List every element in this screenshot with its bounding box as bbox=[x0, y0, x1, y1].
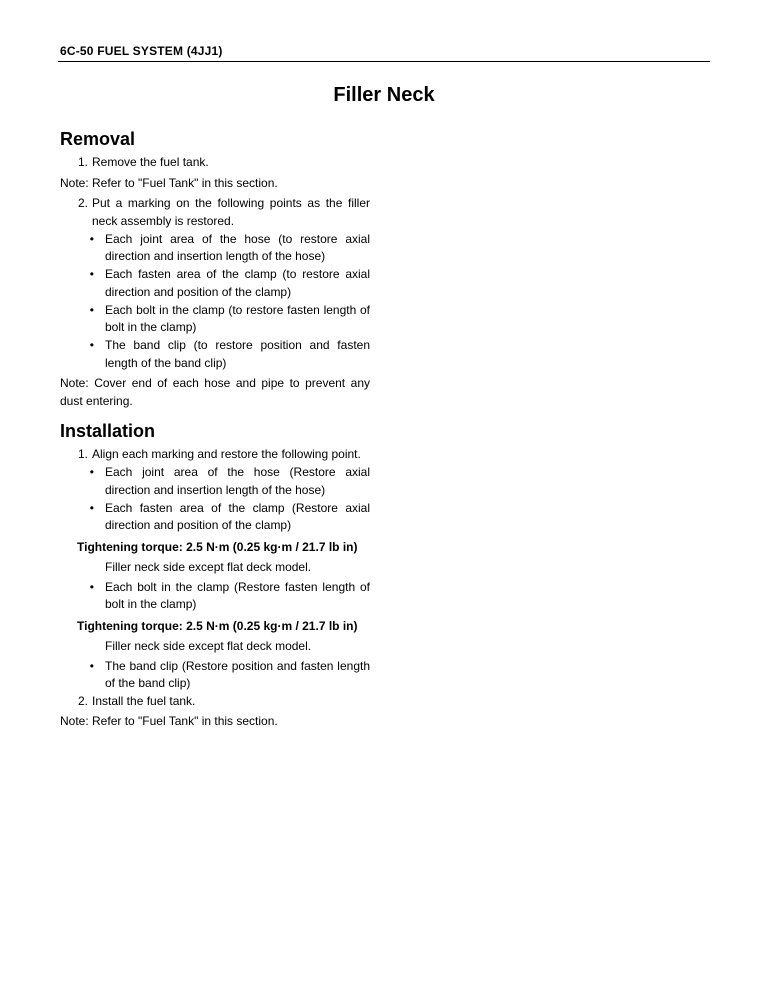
installation-step-2 bbox=[60, 693, 370, 711]
torque-condition: Filler neck side except flat deck model. bbox=[105, 639, 312, 653]
removal-step-2 bbox=[60, 195, 370, 230]
list-item bbox=[60, 231, 370, 266]
tightening-torque: Tightening torque: 2.5 N·m (0.25 kg·m / 21.7 lb in) bbox=[77, 539, 358, 554]
removal-steps bbox=[60, 154, 370, 172]
page-header: 6C-50 FUEL SYSTEM (4JJ1) bbox=[60, 44, 223, 58]
bullet-text: Each joint area of the hose (to restore axial direction and insertion length of the hose) bbox=[105, 231, 370, 263]
list-item bbox=[60, 302, 370, 337]
installation-bullets-b bbox=[60, 579, 370, 614]
removal-note-2: Note: Cover end of each hose and pipe to prevent any dust entering. bbox=[60, 376, 370, 408]
removal-note-1: Note: Refer to "Fuel Tank" in this section. bbox=[60, 175, 278, 190]
installation-steps bbox=[60, 446, 370, 464]
bullet-icon: • bbox=[89, 465, 94, 479]
list-item bbox=[60, 658, 370, 693]
bullet-text: Each bolt in the clamp (to restore fasten length of bolt in the clamp) bbox=[105, 302, 370, 334]
bullet-icon: • bbox=[89, 267, 94, 281]
tightening-torque: Tightening torque: 2.5 N·m (0.25 kg·m / 21.7 lb in) bbox=[77, 618, 358, 633]
step-text: Align each marking and restore the following point. bbox=[92, 447, 361, 461]
bullet-text: Each fasten area of the clamp (Restore axial direction and position of the clamp) bbox=[105, 500, 370, 532]
removal-step-1 bbox=[60, 154, 370, 172]
bullet-text: Each fasten area of the clamp (to restore axial direction and position of the clamp) bbox=[105, 267, 370, 299]
step-text: Put a marking on the following points as the filler neck assembly is restored. bbox=[92, 196, 370, 228]
list-item bbox=[60, 266, 370, 301]
list-item bbox=[60, 500, 370, 535]
step-text: Install the fuel tank. bbox=[92, 693, 196, 708]
removal-steps-cont bbox=[60, 195, 370, 230]
bullet-text: Each bolt in the clamp (Restore fasten length of bolt in the clamp) bbox=[105, 579, 370, 611]
bullet-icon: • bbox=[89, 579, 94, 594]
installation-bullets-a bbox=[60, 464, 370, 535]
installation-bullets-c bbox=[60, 658, 370, 693]
bullet-icon: • bbox=[89, 231, 94, 246]
step-number: 2. bbox=[77, 196, 88, 210]
step-number: 1. bbox=[77, 447, 88, 461]
bullet-text: The band clip (Restore position and fasten length of the band clip) bbox=[105, 658, 370, 690]
step-number: 1. bbox=[77, 155, 88, 169]
bullet-icon: • bbox=[89, 500, 94, 515]
bullet-text: Each joint area of the hose (Restore axial direction and insertion length of the hose) bbox=[105, 465, 370, 497]
step-number: 2. bbox=[77, 693, 88, 708]
installation-note: Note: Refer to "Fuel Tank" in this section. bbox=[60, 714, 278, 728]
page-title: Filler Neck bbox=[333, 84, 435, 106]
installation-steps-cont bbox=[60, 693, 370, 711]
bullet-icon: • bbox=[89, 658, 94, 673]
content-column bbox=[60, 126, 370, 734]
bullet-text: The band clip (to restore position and fasten length of the band clip) bbox=[105, 338, 370, 370]
list-item bbox=[60, 464, 370, 499]
bullet-icon: • bbox=[89, 338, 94, 352]
torque-condition: Filler neck side except flat deck model. bbox=[105, 560, 312, 574]
installation-step-1 bbox=[60, 446, 370, 464]
installation-heading: Installation bbox=[60, 421, 156, 441]
bullet-icon: • bbox=[89, 302, 94, 317]
removal-bullets bbox=[60, 231, 370, 373]
list-item bbox=[60, 337, 370, 372]
header-rule bbox=[58, 61, 710, 62]
list-item bbox=[60, 579, 370, 614]
step-text: Remove the fuel tank. bbox=[92, 155, 209, 169]
removal-heading: Removal bbox=[60, 129, 136, 149]
